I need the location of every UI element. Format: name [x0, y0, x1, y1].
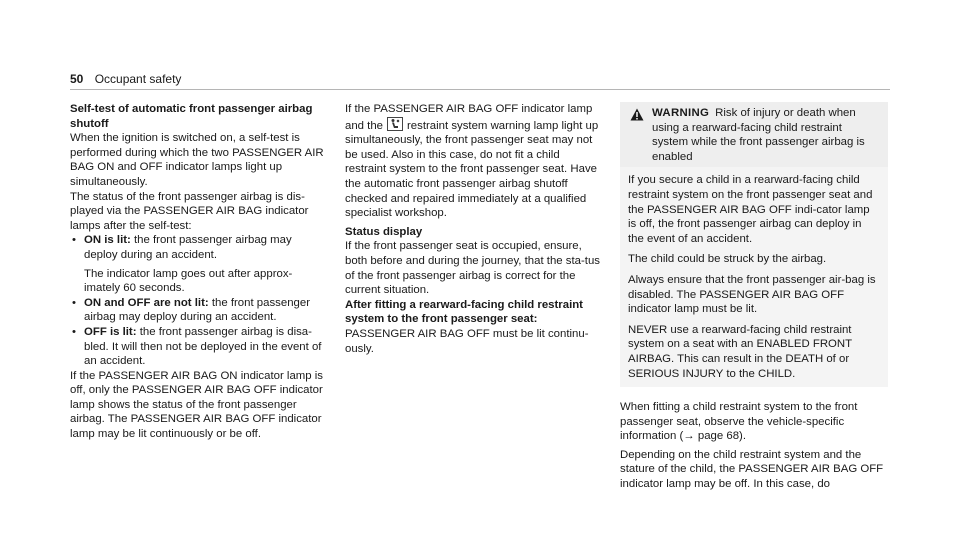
list-item	[70, 233, 328, 295]
header-divider	[70, 89, 890, 90]
status-display-heading: Status display	[345, 225, 423, 238]
list-item-label: ON and OFF are not lit:	[84, 296, 209, 309]
column-middle	[345, 102, 603, 356]
list-item-text: the front passenger airbag may deploy during an accident.	[84, 296, 310, 324]
fitting-heading: After fitting a rearward-facing child restraint system to the front passenger seat:	[345, 298, 583, 326]
status-list	[70, 233, 328, 368]
paragraph-text: restraint system warning lamp light up simultaneously, the front passenger seat may not be used. Also in this case, do not fit a child restraint system to the front passenger seat. Have the automatic front passenger airbag shutoff checked and repaired immediately at a qualified specialist workshop.	[345, 119, 599, 220]
stature-paragraph: Depending on the child restraint system and the stature of the child, the PASSENGER AIR BAG OFF indicator lamp may be off. In this case, do	[620, 448, 884, 491]
warning-header-text	[652, 106, 880, 164]
warning-header	[620, 102, 888, 167]
section-title: Occupant safety	[94, 72, 182, 86]
list-item-text: the front passenger airbag may deploy during an accident.	[84, 234, 292, 261]
warning-triangle-icon	[630, 108, 644, 126]
warning-paragraph: NEVER use a rearward-facing child restraint system on a seat with an ENABLED FRONT AIRBAG. This can result in the DEATH of or SERIOUS INJURY to the CHILD.	[628, 323, 852, 380]
warning-title: WARNING	[652, 107, 710, 119]
paragraph-text: If the PASSENGER AIR BAG OFF indicator lamp and the	[345, 103, 593, 132]
warning-paragraph: If you secure a child in a rearward-facing child restraint system on the front passenger seat and the PASSENGER AIR BAG OFF indi-cator lamp is off, the front passenger airbag can deploy in the event of an accident.	[628, 174, 873, 245]
list-item	[70, 296, 328, 325]
list-item-label: ON is lit:	[84, 234, 131, 247]
list-item-text: the front passenger airbag is disa-bled. It will then not be deployed in the event of an accident.	[84, 325, 322, 368]
airbag-warning-paragraph	[345, 102, 603, 221]
restraint-system-warning-icon	[387, 117, 403, 131]
warning-body	[620, 167, 888, 387]
page-number: 50	[70, 72, 84, 86]
intro-paragraph: When the ignition is switched on, a self-test is performed during which the two PASSENGER AIR BAG ON and OFF indicator lamps light up simultaneously.	[70, 132, 324, 188]
column-left	[70, 102, 328, 442]
warning-box	[620, 102, 888, 387]
warning-paragraph: Always ensure that the front passenger air-bag is disabled. The PASSENGER AIR BAG OFF indicator lamp must be lit.	[628, 273, 876, 316]
list-item-label: OFF is lit:	[84, 325, 137, 338]
warning-paragraph: The child could be struck by the airbag.	[628, 253, 827, 266]
page-header	[70, 72, 181, 87]
section-heading: Self-test of automatic front passenger airbag shutoff	[70, 103, 313, 130]
status-display-paragraph: If the front passenger seat is occupied, ensure, both before and during the journey, that the sta-tus of the front passenger airbag is correct for the current situation.	[345, 240, 600, 297]
fitting-info-paragraph: When fitting a child restraint system to the front passenger seat, observe the vehicle-specific information (→ page 68).	[620, 401, 858, 443]
list-item-note: The indicator lamp goes out after approx-imately 60 seconds.	[84, 267, 293, 295]
list-item	[70, 325, 328, 369]
warning-summary: Risk of injury or death when using a rearward-facing child restraint system while the front passenger airbag is enabled	[652, 107, 865, 163]
closing-paragraph: If the PASSENGER AIR BAG ON indicator lamp is off, only the PASSENGER AIR BAG OFF indicator lamp shows the status of the front passenger airbag. The PASSENGER AIR BAG OFF indicator lamp may be lit continuously or be off.	[70, 369, 324, 441]
fitting-paragraph: PASSENGER AIR BAG OFF must be lit continu-ously.	[345, 327, 589, 355]
status-intro-paragraph: The status of the front passenger airbag is dis-played via the PASSENGER AIR BAG indicator lamps after the self-test:	[70, 190, 309, 232]
column-right	[620, 102, 888, 492]
